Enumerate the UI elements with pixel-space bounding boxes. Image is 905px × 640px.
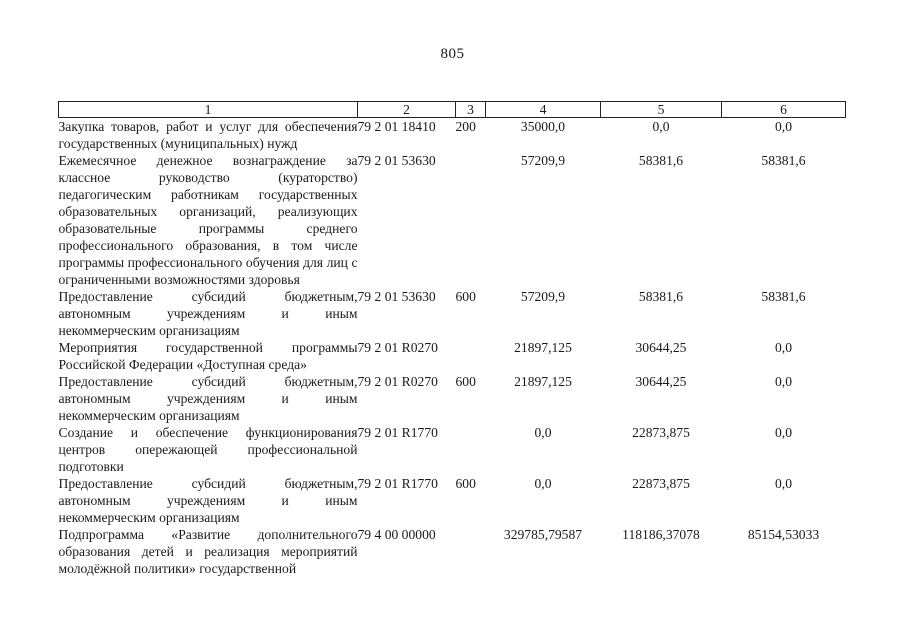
row-value-4: 35000,0 <box>520 119 566 134</box>
row-name: Предоставление субсидий бюджетным, автономным учреждениям и иным некоммерческим организациям <box>58 374 358 423</box>
row-value-4: 57209,9 <box>520 153 566 168</box>
row-value-6: 0,0 <box>775 340 792 355</box>
row-kind: 600 <box>455 476 476 491</box>
row-value-6: 0,0 <box>775 476 792 491</box>
row-value-5: 58381,6 <box>638 289 684 304</box>
row-value-6: 0,0 <box>775 374 792 389</box>
table-row <box>59 424 846 475</box>
row-name: Создание и обеспечение функционирования центров опережающей профессиональной подготовки <box>58 425 358 474</box>
row-code: 79 2 01 R0270 <box>357 340 438 355</box>
row-kind: 600 <box>455 374 476 389</box>
row-value-6: 0,0 <box>775 119 792 134</box>
row-value-5: 0,0 <box>652 119 670 134</box>
row-value-6: 58381,6 <box>761 153 806 168</box>
table-row <box>59 152 846 288</box>
row-value-4: 21897,125 <box>514 374 572 389</box>
row-kind <box>456 424 486 475</box>
table-row <box>59 118 846 153</box>
row-kind <box>456 339 486 373</box>
row-code: 79 2 01 R1770 <box>357 425 438 440</box>
table-row <box>59 373 846 424</box>
table-row <box>59 339 846 373</box>
row-value-6: 58381,6 <box>761 289 806 304</box>
budget-table <box>58 101 846 577</box>
row-kind: 200 <box>455 119 476 134</box>
page-number: 805 <box>440 46 465 62</box>
row-value-4: 57209,9 <box>520 289 566 304</box>
row-name: Предоставление субсидий бюджетным, автономным учреждениям и иным некоммерческим организациям <box>58 289 358 338</box>
header-col-1: 1 <box>59 102 358 118</box>
row-code: 79 2 01 53630 <box>357 289 436 304</box>
row-name: Подпрограмма «Развитие дополнительного образования детей и реализация мероприятий молодёжной политики» государственной <box>58 527 358 576</box>
row-value-4: 21897,125 <box>514 340 572 355</box>
row-value-5: 118186,37078 <box>622 527 700 542</box>
header-col-3: 3 <box>456 102 486 118</box>
row-value-5: 30644,25 <box>635 340 687 355</box>
row-value-6: 0,0 <box>775 425 792 440</box>
row-kind <box>456 152 486 288</box>
row-code: 79 2 01 18410 <box>357 119 436 134</box>
header-col-5: 5 <box>601 102 722 118</box>
header-col-6: 6 <box>722 102 846 118</box>
row-code: 79 2 01 53630 <box>357 153 436 168</box>
row-name: Мероприятия государственной программы Российской Федерации «Доступная среда» <box>58 340 358 372</box>
header-row <box>59 102 846 118</box>
row-value-5: 30644,25 <box>635 374 687 389</box>
row-code: 79 2 01 R0270 <box>357 374 438 389</box>
row-value-4: 0,0 <box>534 476 552 491</box>
row-value-4: 0,0 <box>534 425 552 440</box>
row-kind: 600 <box>455 289 476 304</box>
row-value-4: 329785,79587 <box>503 527 583 542</box>
row-code: 79 4 00 00000 <box>357 527 436 542</box>
table-row <box>59 526 846 577</box>
row-value-5: 58381,6 <box>638 153 684 168</box>
table-row <box>59 288 846 339</box>
row-value-5: 22873,875 <box>632 476 690 491</box>
row-kind <box>456 526 486 577</box>
table-row <box>59 475 846 526</box>
header-col-4: 4 <box>486 102 601 118</box>
row-code: 79 2 01 R1770 <box>357 476 438 491</box>
row-value-6: 85154,53033 <box>747 527 820 542</box>
row-name: Ежемесячное денежное вознаграждение за классное руководство (кураторство) педагогическим работникам государственных образовательных организаций, реализующих образовательные программы среднего профессионального образования, в том числе программы профессионального обучения для лиц с ограниченными возможностями здоровья <box>58 153 358 287</box>
row-value-5: 22873,875 <box>632 425 690 440</box>
row-name: Закупка товаров, работ и услуг для обеспечения государственных (муниципальных) нужд <box>58 119 358 151</box>
header-col-2: 2 <box>358 102 456 118</box>
row-name: Предоставление субсидий бюджетным, автономным учреждениям и иным некоммерческим организациям <box>58 476 358 525</box>
